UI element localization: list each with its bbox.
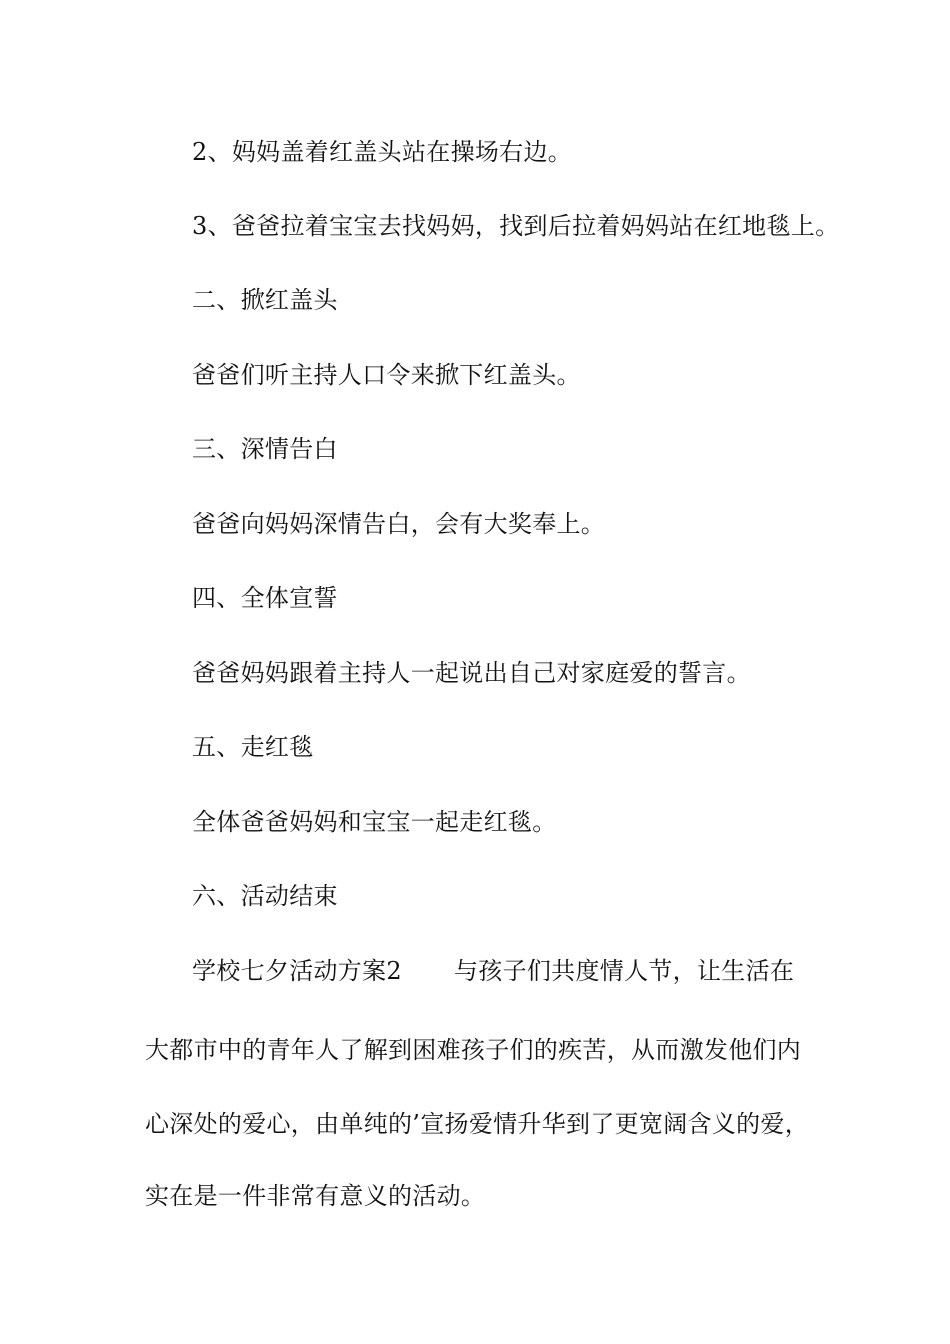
section-heading-lift-veil: 二、掀红盖头 (192, 286, 338, 314)
paragraph-red-carpet: 全体爸爸妈妈和宝宝一起走红毯。 (192, 808, 557, 836)
section-heading-red-carpet: 五、走红毯 (192, 733, 314, 761)
paragraph-vow: 爸爸妈妈跟着主持人一起说出自己对家庭爱的誓言。 (192, 659, 751, 687)
section2-title: 学校七夕活动方案2 (192, 957, 402, 985)
list-item-dad-find-mom: 3、爸爸拉着宝宝去找妈妈，找到后拉着妈妈站在红地毯上。 (192, 212, 840, 240)
list-item-mom-veil: 2、妈妈盖着红盖头站在操场右边。 (192, 138, 573, 166)
section2-line-4: 实在是一件非常有意义的活动。 (145, 1182, 486, 1210)
section2-line-2: 大都市中的青年人了解到困难孩子们的疾苦，从而激发他们内 (145, 1036, 802, 1064)
section2-line-3: 心深处的爱心，由单纯的’宣扬爱情升华到了更宽阔含义的爱， (145, 1110, 810, 1138)
section-heading-vow: 四、全体宣誓 (192, 584, 338, 612)
paragraph-confession: 爸爸向妈妈深情告白，会有大奖奉上。 (192, 510, 606, 538)
section2-first-line (192, 956, 794, 986)
section-heading-activity-end: 六、活动结束 (192, 882, 338, 910)
section-heading-confession: 三、深情告白 (192, 435, 338, 463)
paragraph-lift-veil: 爸爸们听主持人口令来掀下红盖头。 (192, 361, 581, 389)
section2-intro: 与孩子们共度情人节，让生活在 (453, 957, 795, 985)
